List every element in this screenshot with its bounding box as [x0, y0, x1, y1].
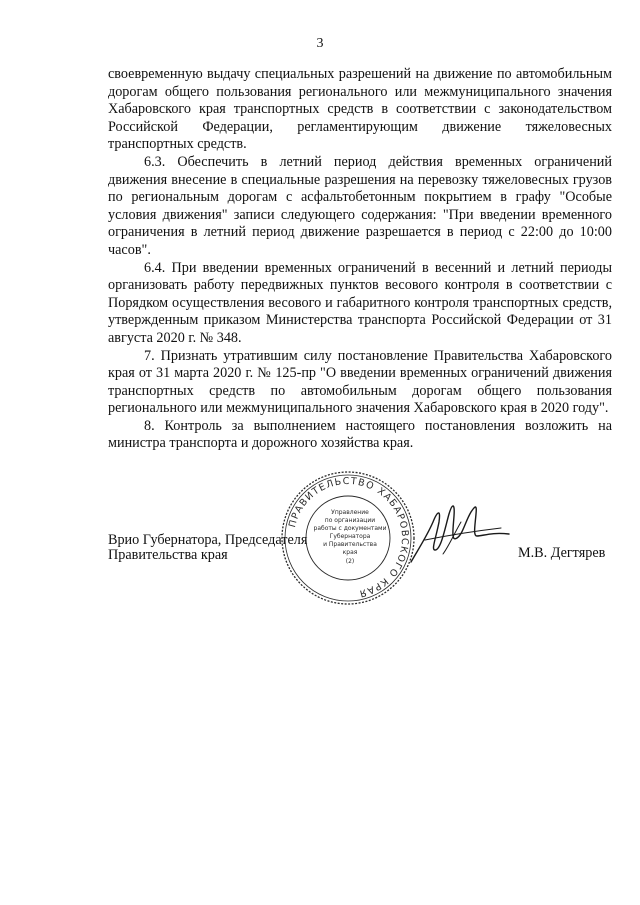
svg-text:края: края: [342, 549, 358, 556]
svg-text:(2): (2): [345, 558, 355, 565]
svg-text:Управление: Управление: [331, 509, 369, 516]
paragraph-6-3: 6.3. Обеспечить в летний период действия временных ограничений движения внесение в специальные разрешения на перевозку тяжеловесных грузов по региональным дорогам с асфальтобетонным покрытием в графу "Особые условия движения" записи следующего содержания: "При введении временного ограничения в летний период движение разрешается в период с 22:00 до 10:00 часов".: [108, 153, 612, 258]
paragraph-6-4: 6.4. При введении временных ограничений в весенний и летний периоды организовать работу передвижных пунктов весового контроля в соответствии с Порядком осуществления весового и габаритного контроля транспортных средств, утвержденным приказом Министерства транспорта Российской Федерации от 31 августа 2020 г. № 348.: [108, 259, 612, 346]
paragraph-7: 7. Признать утратившим силу постановление Правительства Хабаровского края от 31 марта 2020 г. № 125-пр "О введении временных ограничений движения транспортных средств по автомобильным дорогам общего пользования регионального или межмуниципального значения Хабаровского края в 2020 году".: [108, 347, 612, 417]
svg-text:по организации: по организации: [324, 517, 376, 524]
signature-drawing: [405, 492, 515, 572]
stamp-ring-text: ПРАВИТЕЛЬСТВО ХАБАРОВСКОГО КРАЯ: [287, 475, 411, 599]
page-number: 3: [316, 36, 324, 51]
official-stamp: [278, 468, 418, 613]
svg-text:и Правительства: и Правительства: [323, 541, 377, 548]
signatory-position-line2: Правительства края: [108, 547, 228, 563]
stamp-inner-text: [314, 509, 387, 565]
signatory-name: М.В. Дегтярев: [518, 545, 606, 561]
paragraph-8: 8. Контроль за выполнением настоящего постановления возложить на министра транспорта и дорожного хозяйства края.: [108, 417, 612, 452]
signatory-position-line1: Врио Губернатора, Председателя: [108, 532, 308, 548]
stamp-seal: [278, 468, 418, 608]
svg-text:работы с документами: работы с документами: [313, 525, 387, 532]
svg-text:Губернатора: Губернатора: [329, 533, 371, 540]
handwritten-signature: [405, 492, 515, 577]
paragraph-continuation: своевременную выдачу специальных разрешений на движение по автомобильным дорогам общего пользования регионального или межмуниципального значения Хабаровского края транспортных средств в соответствии с законодательством Российской Федерации, регламентирующим движение тяжеловесных транспортных средств.: [108, 66, 612, 153]
document-body: [108, 66, 612, 453]
